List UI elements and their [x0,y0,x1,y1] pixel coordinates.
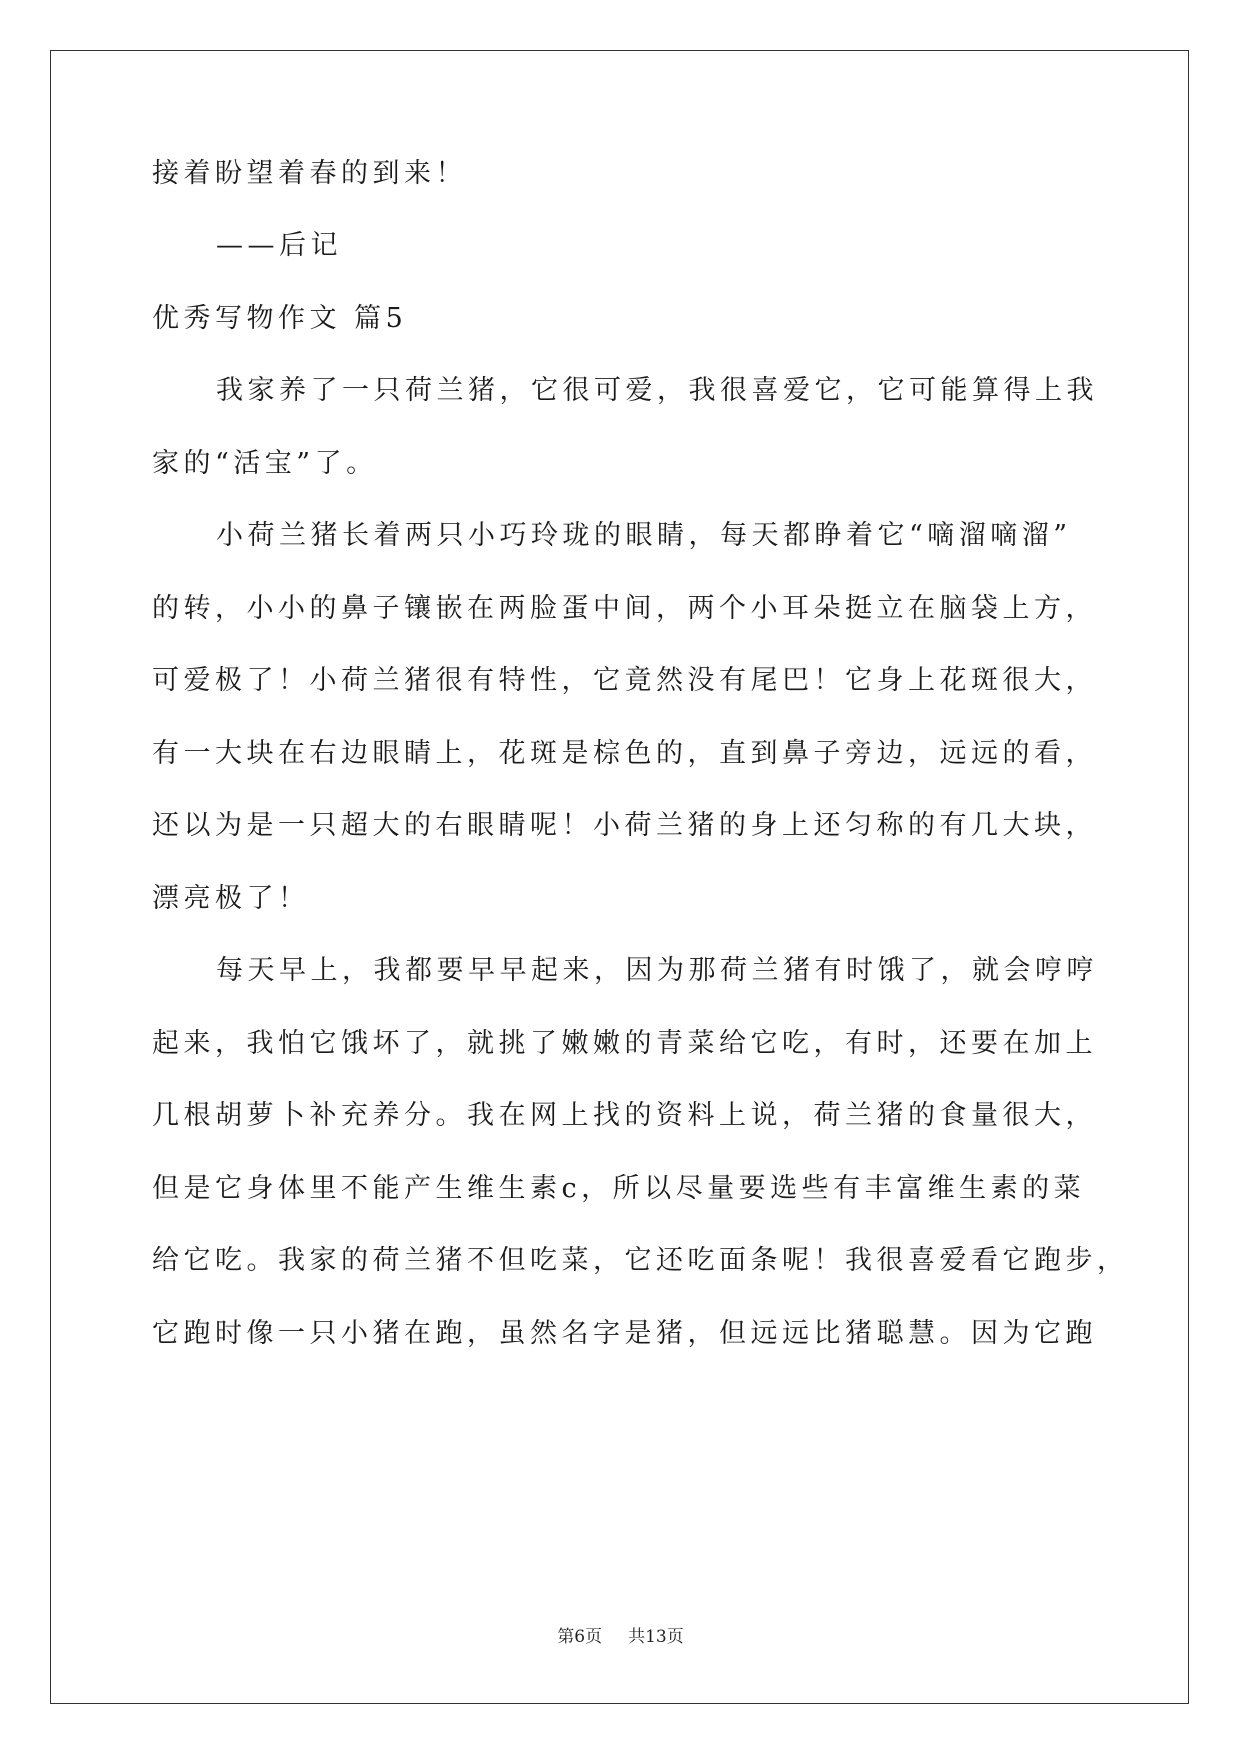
paragraph-line: 小荷兰猪长着两只小巧玲珑的眼睛，每天都睁着它“嘀溜嘀溜” [216,520,1072,551]
postscript-line: ——后记 [216,230,342,261]
paragraph-line: 给它吃。我家的荷兰猪不但吃菜，它还吃面条呢！我很喜爱看它跑步， [152,1245,1129,1276]
paragraph-line: 还以为是一只超大的右眼睛呢！小荷兰猪的身上还匀称的有几大块， [152,810,1097,841]
paragraph-line: 起来，我怕它饿坏了，就挑了嫩嫩的青菜给它吃，有时，还要在加上 [152,1028,1097,1059]
page-border [50,50,1189,1704]
paragraph-line: 可爱极了！小荷兰猪很有特性，它竟然没有尾巴！它身上花斑很大， [152,665,1097,696]
paragraph-line: 的转，小小的鼻子镶嵌在两脸蛋中间，两个小耳朵挺立在脑袋上方， [152,593,1097,624]
page-number-total: 共13页 [628,1627,684,1647]
paragraph-line: 几根胡萝卜补充养分。我在网上找的资料上说，荷兰猪的食量很大， [152,1100,1097,1131]
paragraph-line: 家的“活宝”了。 [152,448,378,479]
paragraph-line: 每天早上，我都要早早起来，因为那荷兰猪有时饿了，就会哼哼 [216,955,1098,986]
paragraph-line: 有一大块在右边眼睛上，花斑是棕色的，直到鼻子旁边，远远的看， [152,738,1097,769]
section-heading: 优秀写物作文 篇5 [152,303,408,334]
paragraph-line: 我家养了一只荷兰猪，它很可爱，我很喜爱它，它可能算得上我 [216,375,1098,406]
page-number-current: 第6页 [557,1627,603,1647]
paragraph-line: 它跑时像一只小猪在跑，虽然名字是猪，但远远比猪聪慧。因为它跑 [152,1318,1097,1349]
page-footer [0,1622,1241,1647]
text-line: 接着盼望着春的到来！ [152,158,467,189]
paragraph-line: 漂亮极了！ [152,883,310,914]
paragraph-line: 但是它身体里不能产生维生素c，所以尽量要选些有丰富维生素的菜 [152,1173,1086,1204]
